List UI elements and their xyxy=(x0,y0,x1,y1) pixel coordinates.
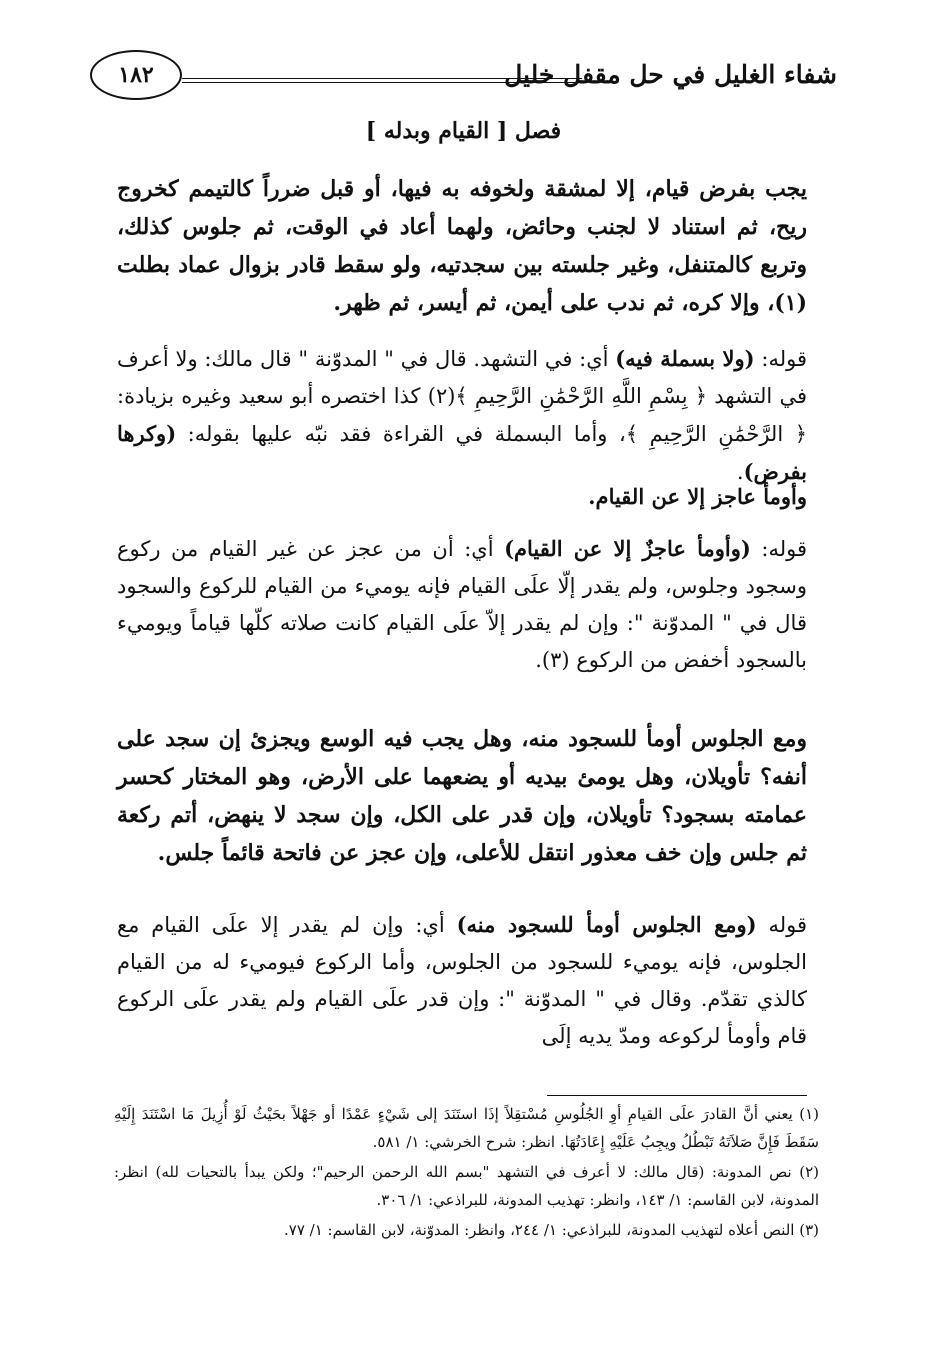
header-rule xyxy=(182,78,582,83)
sharh-paragraph-2 xyxy=(117,530,807,679)
footnote-rule xyxy=(547,1095,807,1096)
section-heading: فصل [ القيام وبدله ] xyxy=(365,118,562,144)
sharh-1-quote-2: (وكرها بفرض) xyxy=(117,421,807,484)
page-number: ١٨٢ xyxy=(90,50,182,100)
footnote-2: (٢) نص المدونة: (قال مالك: لا أعرف في التشهد "بسم الله الرحمن الرحيم"؛ ولكن يبدأ بالتحيات لله) انظر: المدونة، لابن القاسم: ١/ ١٤٣، وانظر: تهذيب المدونة، للبراذعي: ١/ ٣٠٦. xyxy=(114,1163,819,1209)
sharh-3-start: قوله xyxy=(756,913,807,937)
footnotes xyxy=(114,1100,819,1246)
sharh-3-rest: أي: وإن لم يقدر إلا علَى القيام مع الجلوس، فإنه يوميء للسجود من الجلوس، وأما الركوع فيوميء له من القيام كالذي تقدّم. وقال في " المدوّنة ": وإن قدر علَى القيام ولم يقدر علَى الركوع قام وأومأ لركوعه ومدّ يديه إلَى xyxy=(117,913,807,1048)
page-header xyxy=(90,50,837,110)
sharh-paragraph-3 xyxy=(117,906,807,1055)
sharh-1-rest: أي: في التشهد. قال في " المدوّنة " قال مالك: ولا أعرف في التشهد ﴿ بِسْمِ اللَّهِ الرَّحْمَٰنِ الرَّحِيمِ ﴾(٢) كذا اختصره أبو سعيد وغيره بزيادة: ﴿ الرَّحْمَٰنِ الرَّحِيمِ ﴾، وأما البسملة في القراءة فقد نبّه عليها بقوله: xyxy=(117,347,807,446)
sharh-2-quote: (وأومأ عاجزٌ إلا عن القيام) xyxy=(504,536,751,561)
sharh-1-end: . xyxy=(736,460,744,484)
sharh-1-quote: (ولا بسملة فيه) xyxy=(615,346,755,371)
matn-paragraph-2: ومع الجلوس أومأ للسجود منه، وهل يجب فيه الوسع ويجزئ إن سجد على أنفه؟ تأويلان، وهل يومئ بيديه أو يضعهما على الأرض، وهو المختار كحسر عمامته بسجود؟ تأويلان، وإن قدر على الكل، وإن سجد لا ينهض، أتم ركعة ثم جلس وإن خف معذور انتقل للأعلى، وإن عجز عن فاتحة قائماً جلس. xyxy=(117,726,807,866)
sharh-3-quote: (ومع الجلوس أومأ للسجود منه) xyxy=(456,912,757,937)
footnote-3: (٣) النص أعلاه لتهذيب المدونة، للبراذعي: ١/ ٢٤٤، وانظر: المدوّنة، لابن القاسم: ١/ ٧٧. xyxy=(283,1221,819,1239)
sharh-2-start: قوله: xyxy=(750,537,807,561)
footnote-1: (١) يعني أنَّ القادرَ علَى القيامِ أوِ الجُلُوسِ مُسْتقِلاً إذَا استَنَدَ إلى شَيْءٍ عَمْدًا أو جَهْلاً بحَيْثُ لَوْ أُزِيلَ مَا اسْتَنَدَ إِلَيْهِ سَقَطَ فَإِنَّ صَلاَتَهُ تَبْطُلُ ويجِبُ عَلَيْهِ إِعَادَتُهَا. انظر: شرح الخرشي: ١/ ٥٨١. xyxy=(114,1105,819,1151)
book-title: شفاء الغليل في حل مقفل خليل xyxy=(504,60,837,89)
sharh-1-start: قوله: xyxy=(754,347,807,371)
sharh-paragraph-1 xyxy=(117,340,807,491)
sharh-2-rest: أي: أن من عجز عن غير القيام من ركوع وسجود وجلوس، ولم يقدر إلّا علَى القيام فإنه يوميء من القيام للركوع والسجود قال في " المدوّنة ": وإن لم يقدر إلاّ علَى القيام كانت صلاته كلّها قياماً ويوميء بالسجود أخفض من الركوع (٣). xyxy=(117,537,807,672)
matn-cue: وأومأ عاجز إلا عن القيام. xyxy=(588,484,807,509)
matn-paragraph-1: يجب بفرض قيام، إلا لمشقة ولخوفه به فيها، أو قبل ضرراً كالتيمم كخروج ريح، ثم استناد لا لجنب وحائض، ولهما أعاد في الوقت، ثم جلوس كذلك، وتربع كالمتنفل، وغير جلسته بين سجدتيه، ولو سقط قادر بزوال عماد بطلت (١)، وإلا كره، ثم ندب على أيمن، ثم أيسر، ثم ظهر. xyxy=(117,176,807,316)
